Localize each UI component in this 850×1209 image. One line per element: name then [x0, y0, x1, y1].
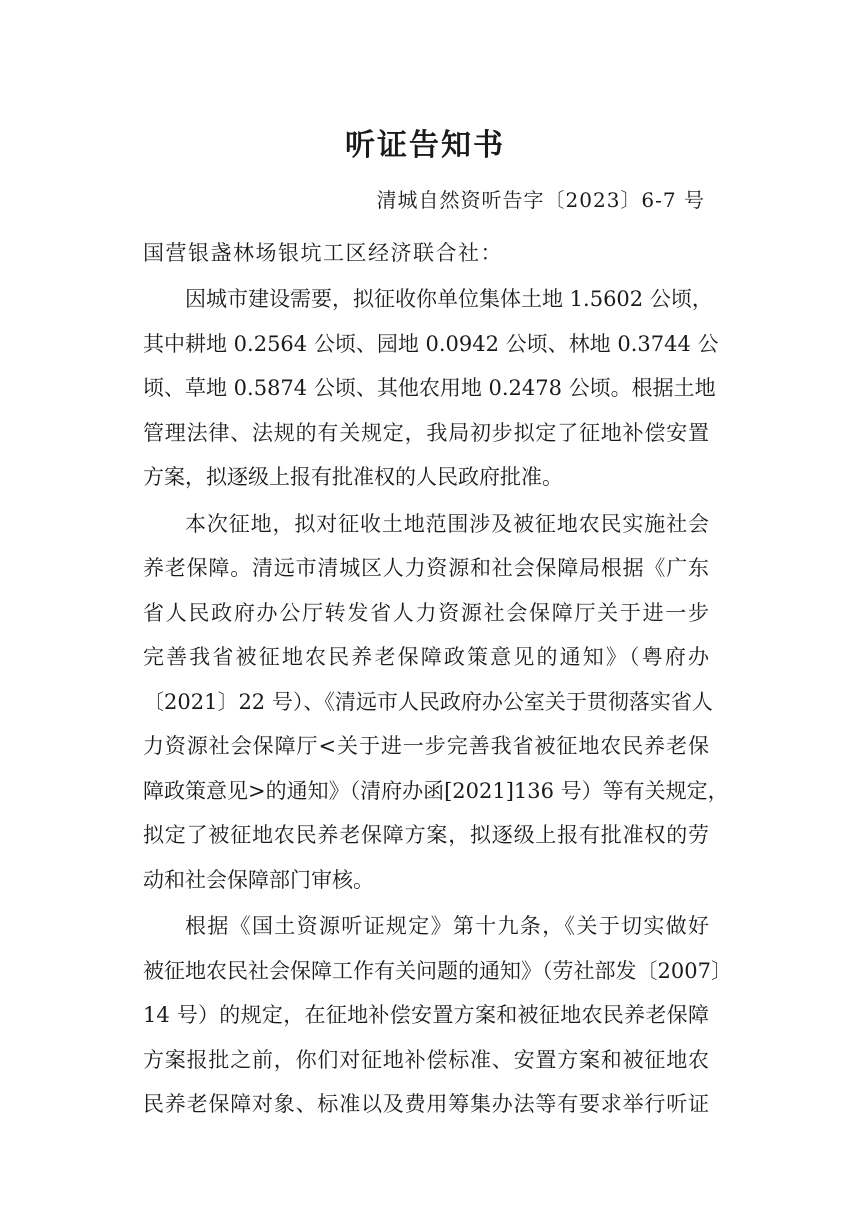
text-line: 因城市建设需要，拟征收你单位集体土地 1.5602 公顷， — [185, 287, 713, 311]
document-body — [143, 277, 732, 1127]
paragraph — [143, 904, 732, 1127]
text-line: 动和社会保障部门审核。 — [143, 867, 374, 892]
text-line: 其中耕地 0.2564 公顷、园地 0.0942 公顷、林地 0.3744 公 — [143, 331, 719, 356]
text-line: 顷、草地 0.5874 公顷、其他农用地 0.2478 公顷。根据土地 — [143, 376, 716, 400]
text-line: 方案报批之前，你们对征地补偿标准、安置方案和被征地农 — [143, 1047, 709, 1072]
text-line: 根据《国土资源听证规定》第十九条，《关于切实做好 — [185, 914, 709, 938]
paragraph — [143, 502, 729, 903]
document-title: 听证告知书 — [345, 128, 505, 163]
text-line: 完善我省被征地农民养老保障政策意见的通知》（粤府办 — [143, 645, 709, 669]
text-line: 民养老保障对象、标准以及费用筹集办法等有要求举行听证 — [143, 1092, 709, 1116]
text-line: 〔2021〕22 号）、《清远市人民政府办公室关于贯彻落实省人 — [143, 689, 713, 714]
text-line: 被征地农民社会保障工作有关问题的通知》（劳社部发〔2007〕 — [143, 958, 732, 983]
text-line: 方案，拟逐级上报有批准权的人民政府批准。 — [143, 465, 563, 489]
addressee: 国营银盏林场银坑工区经济联合社： — [143, 241, 503, 265]
text-line: 拟定了被征地农民养老保障方案，拟逐级上报有批准权的劳 — [143, 823, 709, 847]
text-line: 管理法律、法规的有关规定，我局初步拟定了征地补偿安置 — [143, 420, 709, 445]
paragraph — [143, 277, 719, 500]
text-line: 养老保障。清远市清城区人力资源和社会保障局根据《广东 — [143, 556, 709, 580]
text-line: 省人民政府办公厅转发省人力资源社会保障厅关于进一步 — [143, 600, 709, 625]
document-number: 清城自然资听告字〔2023〕6-7 号 — [376, 188, 705, 212]
text-line: 本次征地，拟对征收土地范围涉及被征地农民实施社会 — [185, 511, 709, 536]
text-line: 力资源社会保障厅<关于进一步完善我省被征地农民养老保 — [143, 734, 709, 758]
text-line: 障政策意见>的通知》（清府办函[2021]136 号）等有关规定， — [143, 778, 729, 803]
text-line: 14 号）的规定，在征地补偿安置方案和被征地农民养老保障 — [143, 1003, 709, 1027]
